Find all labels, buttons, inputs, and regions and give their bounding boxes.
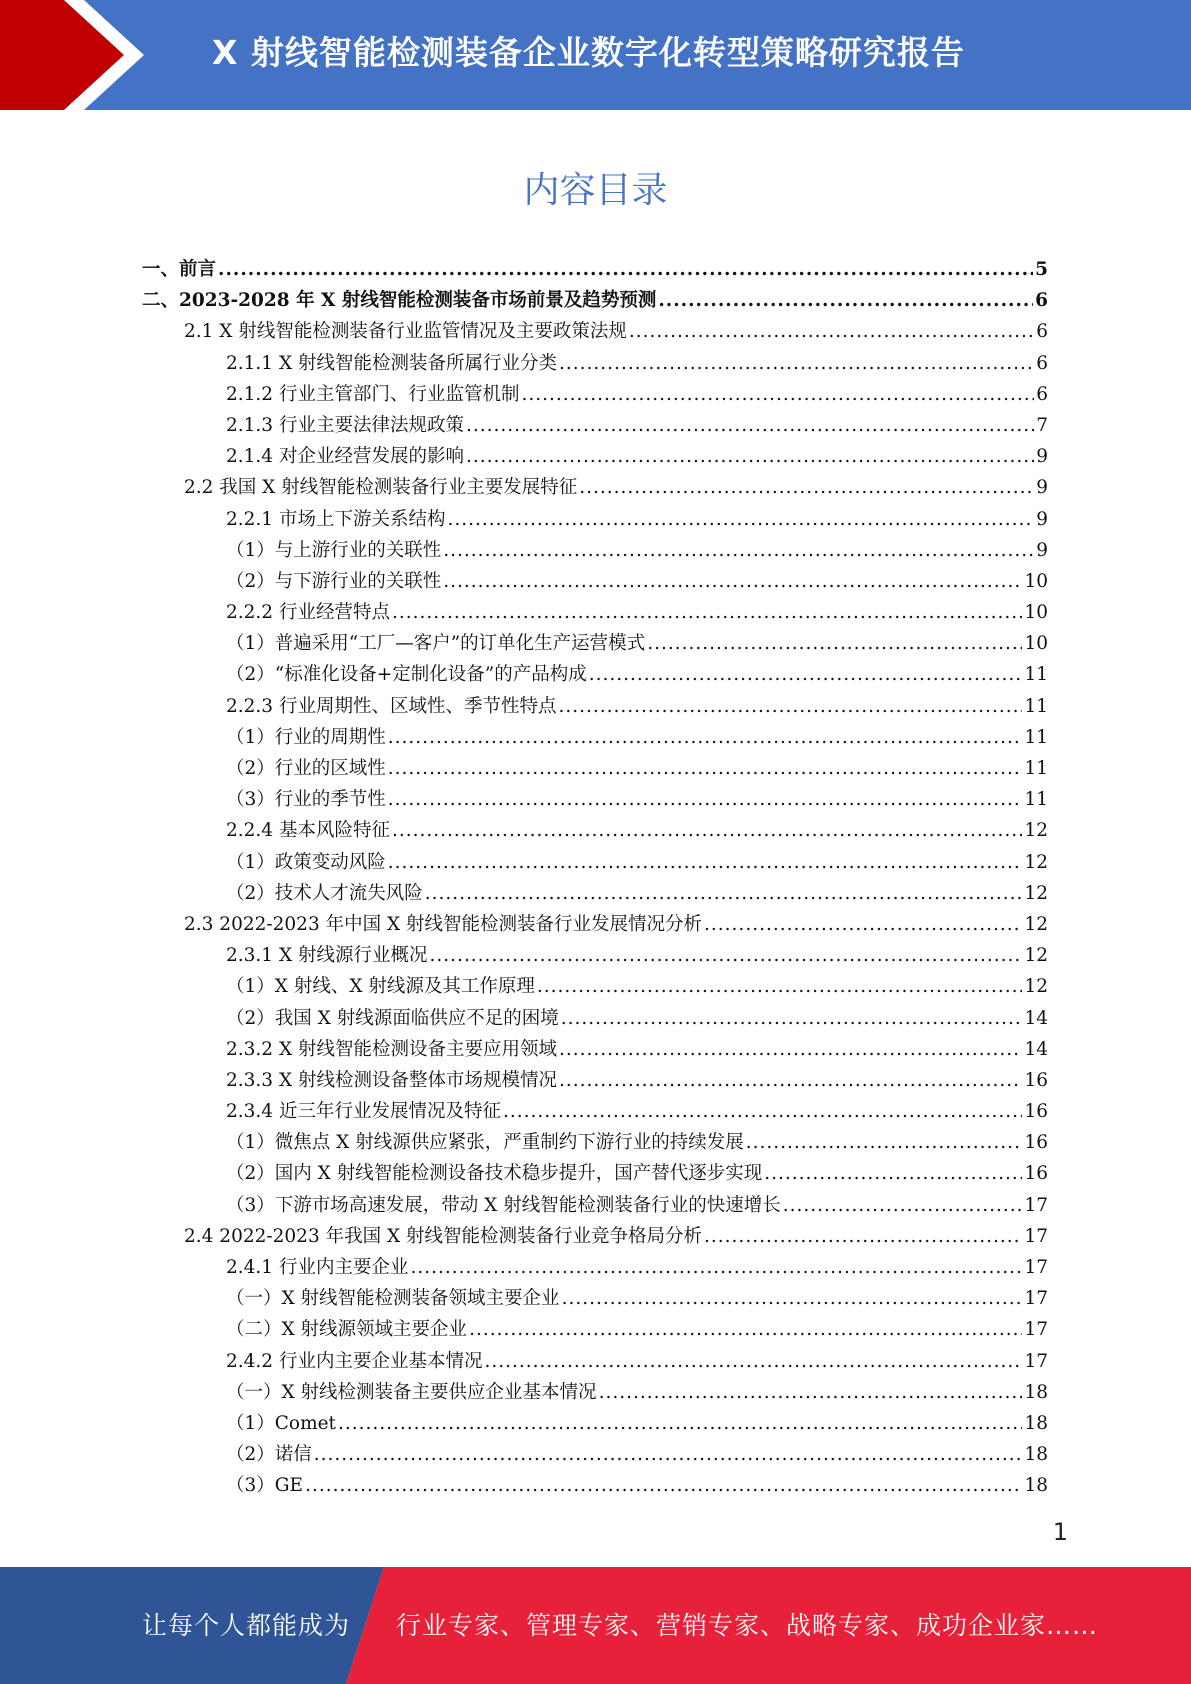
toc-entry-page: 11: [1024, 758, 1048, 779]
toc-entry[interactable]: [142, 847, 1048, 878]
toc-entry-title: 2.1 X 射线智能检测装备行业监管情况及主要政策法规: [184, 321, 627, 343]
toc-entry[interactable]: [142, 722, 1048, 753]
toc-entry[interactable]: [142, 1096, 1048, 1127]
toc-leader-dots: [559, 348, 1034, 379]
toc-entry-title: 2.3.2 X 射线智能检测设备主要应用领域: [226, 1038, 558, 1060]
toc-entry[interactable]: [142, 1003, 1048, 1034]
toc-entry-page: 17: [1024, 1288, 1048, 1310]
toc-entry[interactable]: [142, 878, 1048, 909]
toc-leader-dots: [704, 909, 1022, 940]
toc-entry-page: 16: [1024, 1163, 1048, 1185]
toc-entry[interactable]: [142, 1034, 1048, 1065]
toc-entry-page: 11: [1024, 726, 1048, 748]
toc-entry-title: 一、前言: [142, 259, 217, 280]
toc-leader-dots: [430, 940, 1023, 971]
toc-entry[interactable]: [142, 691, 1048, 722]
toc-entry-title: （1）与上游行业的关联性: [226, 539, 442, 561]
toc-entry-page: 17: [1024, 1319, 1048, 1341]
toc-entry-title: （一）X 射线智能检测装备领域主要企业: [226, 1288, 560, 1310]
toc-leader-dots: [562, 1283, 1023, 1314]
toc-entry-page: 10: [1024, 570, 1048, 592]
toc-leader-dots: [559, 1034, 1022, 1065]
toc-entry-title: （1）微焦点 X 射线源供应紧张，严重制约下游行业的持续发展: [226, 1132, 744, 1154]
toc-entry-page: 6: [1036, 352, 1048, 374]
toc-entry[interactable]: [142, 410, 1048, 441]
toc-entry[interactable]: [142, 285, 1048, 316]
toc-leader-dots: [559, 1065, 1022, 1096]
toc-leader-dots: [388, 847, 1023, 878]
toc-entry-page: 17: [1024, 1225, 1048, 1247]
toc-entry[interactable]: [142, 535, 1048, 566]
toc-entry-title: 2.1.2 行业主管部门、行业监管机制: [226, 383, 520, 405]
toc-leader-dots: [503, 1096, 1022, 1127]
toc-leader-dots: [558, 691, 1022, 722]
toc-entry[interactable]: [142, 1377, 1048, 1408]
page-number: 1: [1052, 1518, 1068, 1546]
toc-leader-dots: [783, 1190, 1023, 1221]
toc-entry[interactable]: [142, 1346, 1048, 1377]
toc-entry-page: 12: [1024, 882, 1048, 904]
toc-entry-title: 2.2.4 基本风险特征: [226, 820, 390, 842]
toc-entry[interactable]: [142, 971, 1048, 1002]
toc-entry-page: 9: [1036, 446, 1048, 468]
toc-entry-page: 16: [1024, 1132, 1048, 1154]
toc-entry-page: 14: [1024, 1007, 1048, 1029]
toc-entry-page: 17: [1024, 1257, 1048, 1278]
toc-entry-page: 12: [1024, 976, 1048, 998]
toc-entry-title: （一）X 射线检测装备主要供应企业基本情况: [226, 1381, 597, 1403]
toc-entry[interactable]: [142, 316, 1048, 347]
toc-leader-dots: [589, 659, 1023, 690]
toc-leader-dots: [764, 1158, 1022, 1189]
toc-leader-dots: [746, 1127, 1023, 1158]
toc-entry[interactable]: [142, 1190, 1048, 1221]
toc-entry[interactable]: [142, 909, 1048, 940]
toc-entry-page: 12: [1024, 851, 1048, 873]
toc-entry-title: （2）行业的区域性: [226, 758, 386, 779]
toc-entry[interactable]: [142, 348, 1048, 379]
toc-entry[interactable]: [142, 1314, 1048, 1345]
toc-leader-dots: [469, 1314, 1022, 1345]
toc-entry-title: 2.2.3 行业周期性、区域性、季节性特点: [226, 695, 557, 717]
toc-entry[interactable]: [142, 472, 1048, 503]
toc-entry-title: 2.4.2 行业内主要企业基本情况: [226, 1350, 483, 1372]
toc-entry-title: 2.4 2022-2023 年我国 X 射线智能检测装备行业竞争格局分析: [184, 1225, 703, 1247]
toc-entry-title: 二、2023-2028 年 X 射线智能检测装备市场前景及趋势预测: [142, 290, 657, 312]
toc-entry-title: 2.3 2022-2023 年中国 X 射线智能检测装备行业发展情况分析: [184, 913, 703, 935]
toc-entry[interactable]: [142, 379, 1048, 410]
toc-entry-page: 16: [1024, 1069, 1048, 1091]
toc-entry-page: 6: [1036, 321, 1048, 343]
toc-entry-page: 11: [1024, 695, 1048, 717]
toc-entry-title: （3）行业的季节性: [226, 789, 386, 811]
toc-entry-title: （1）Comet: [226, 1412, 336, 1434]
toc-leader-dots: [392, 815, 1022, 846]
toc-entry-page: 11: [1024, 789, 1048, 811]
toc-entry-page: 14: [1024, 1038, 1048, 1060]
toc-entry[interactable]: [142, 1221, 1048, 1252]
toc-leader-dots: [629, 316, 1034, 347]
toc-entry[interactable]: [142, 1470, 1048, 1501]
toc-entry-page: 11: [1024, 664, 1048, 686]
toc-entry[interactable]: [142, 1408, 1048, 1439]
toc-entry[interactable]: [142, 1252, 1048, 1283]
table-of-contents: [142, 254, 1048, 1502]
toc-entry-title: 2.1.1 X 射线智能检测装备所属行业分类: [226, 352, 558, 374]
toc-entry-title: （2）国内 X 射线智能检测设备技术稳步提升，国产替代逐步实现: [226, 1163, 763, 1185]
toc-entry-page: 9: [1036, 539, 1048, 561]
toc-entry-page: 6: [1036, 383, 1048, 405]
toc-leader-dots: [579, 472, 1034, 503]
toc-leader-dots: [443, 566, 1022, 597]
toc-entry-title: （1）政策变动风险: [226, 851, 386, 873]
toc-entry-title: （2）与下游行业的关联性: [226, 570, 442, 592]
toc-entry-page: 12: [1024, 913, 1048, 935]
toc-entry-page: 18: [1024, 1475, 1048, 1497]
toc-entry-page: 12: [1024, 945, 1048, 967]
toc-entry[interactable]: [142, 784, 1048, 815]
toc-entry[interactable]: [142, 1439, 1048, 1470]
toc-entry-page: 16: [1024, 1101, 1048, 1123]
toc-entry-page: 17: [1024, 1194, 1048, 1216]
toc-entry-page: 12: [1024, 820, 1048, 842]
toc-leader-dots: [704, 1221, 1022, 1252]
toc-leader-dots: [218, 254, 1033, 285]
toc-entry[interactable]: [142, 1158, 1048, 1189]
toc-entry-title: 2.3.1 X 射线源行业概况: [226, 945, 428, 967]
toc-leader-dots: [388, 722, 1023, 753]
footer-slogan-right: 行业专家、管理专家、营销专家、战略专家、成功企业家……: [396, 1611, 1099, 1640]
toc-leader-dots: [537, 971, 1023, 1002]
toc-entry-title: （3）GE: [226, 1475, 304, 1497]
toc-entry[interactable]: [142, 628, 1048, 659]
toc-leader-dots: [599, 1377, 1023, 1408]
footer-slogan-left: 让每个人都能成为: [142, 1611, 351, 1640]
toc-entry-title: （3）下游市场高速发展，带动 X 射线智能检测装备行业的快速增长: [226, 1194, 781, 1216]
toc-entry-page: 18: [1024, 1444, 1048, 1466]
page-footer-band: [0, 1567, 1191, 1684]
toc-entry[interactable]: [142, 1065, 1048, 1096]
toc-leader-dots: [314, 1439, 1023, 1470]
toc-entry-page: 18: [1024, 1381, 1048, 1403]
toc-leader-dots: [658, 285, 1033, 316]
toc-leader-dots: [443, 535, 1034, 566]
toc-leader-dots: [521, 379, 1034, 410]
toc-entry[interactable]: [142, 504, 1048, 535]
toc-entry[interactable]: [142, 566, 1048, 597]
toc-entry-page: 17: [1024, 1350, 1048, 1372]
toc-entry-title: 2.2.2 行业经营特点: [226, 602, 390, 624]
toc-entry-page: 6: [1035, 290, 1048, 312]
toc-entry-page: 9: [1036, 477, 1048, 499]
toc-leader-dots: [484, 1346, 1022, 1377]
toc-entry-title: （1）行业的周期性: [226, 726, 386, 748]
toc-entry[interactable]: [142, 1283, 1048, 1314]
toc-heading: 内容目录: [523, 170, 668, 211]
toc-entry-title: 2.2 我国 X 射线智能检测装备行业主要发展特征: [184, 477, 578, 499]
toc-leader-dots: [410, 1252, 1022, 1283]
toc-leader-dots: [466, 410, 1034, 441]
toc-entry-title: 2.1.3 行业主要法律法规政策: [226, 414, 464, 436]
page-header-band: [0, 0, 1191, 110]
toc-entry[interactable]: [142, 597, 1048, 628]
toc-leader-dots: [388, 753, 1023, 784]
toc-leader-dots: [466, 441, 1034, 472]
toc-entry-title: （1）X 射线、X 射线源及其工作原理: [226, 976, 535, 998]
toc-leader-dots: [392, 597, 1022, 628]
toc-entry-title: 2.4.1 行业内主要企业: [226, 1257, 409, 1278]
toc-entry-title: （2）诺信: [226, 1444, 312, 1466]
toc-entry-page: 5: [1035, 259, 1048, 280]
toc-entry-title: （二）X 射线源领域主要企业: [226, 1319, 468, 1341]
toc-entry[interactable]: [142, 815, 1048, 846]
toc-entry[interactable]: [142, 659, 1048, 690]
toc-entry[interactable]: [142, 753, 1048, 784]
toc-leader-dots: [388, 784, 1023, 815]
toc-entry[interactable]: [142, 441, 1048, 472]
toc-leader-dots: [447, 504, 1034, 535]
toc-entry-page: 7: [1036, 414, 1048, 436]
toc-entry-title: （2）我国 X 射线源面临供应不足的困境: [226, 1007, 559, 1029]
toc-entry-page: 10: [1024, 602, 1048, 624]
toc-leader-dots: [305, 1470, 1022, 1501]
toc-entry-page: 18: [1024, 1412, 1048, 1434]
toc-entry-title: 2.1.4 对企业经营发展的影响: [226, 446, 464, 468]
toc-leader-dots: [425, 878, 1023, 909]
toc-entry-page: 9: [1036, 508, 1048, 530]
report-title: X 射线智能检测装备企业数字化转型策略研究报告: [212, 33, 965, 72]
toc-entry[interactable]: [142, 254, 1048, 285]
toc-leader-dots: [647, 628, 1022, 659]
toc-entry-title: 2.3.3 X 射线检测设备整体市场规模情况: [226, 1069, 558, 1091]
toc-entry[interactable]: [142, 1127, 1048, 1158]
toc-entry-title: 2.2.1 市场上下游关系结构: [226, 508, 446, 530]
toc-entry[interactable]: [142, 940, 1048, 971]
toc-entry-title: （2）技术人才流失风险: [226, 882, 423, 904]
toc-entry-title: 2.3.4 近三年行业发展情况及特征: [226, 1101, 501, 1123]
toc-entry-title: （2）“标准化设备+定制化设备”的产品构成: [226, 664, 587, 686]
toc-entry-title: （1）普遍采用“工厂—客户”的订单化生产运营模式: [226, 633, 646, 655]
toc-leader-dots: [561, 1003, 1023, 1034]
toc-leader-dots: [338, 1408, 1022, 1439]
toc-entry-page: 10: [1024, 633, 1048, 655]
